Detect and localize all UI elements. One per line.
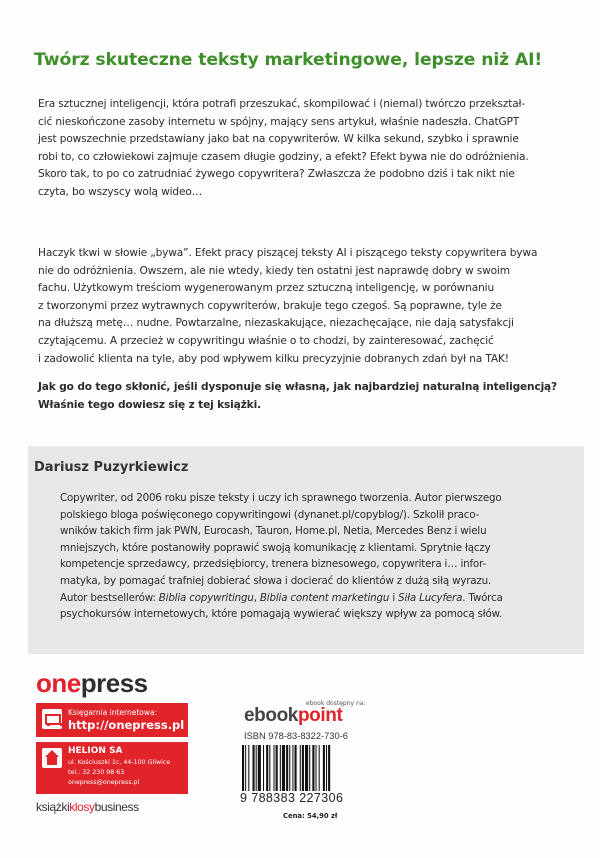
barcode-bar [280,745,281,791]
text-line [60,507,580,524]
bio-text: . Twórca [462,591,503,604]
barcode-bar [258,745,261,791]
book-title: Biblia content marketingu [259,591,390,604]
helion-address: ul. Kościuszki 1c, 44-100 Gliwice [68,759,171,766]
barcode-bar [305,745,308,791]
barcode-bar [319,745,320,791]
logo-part: one [36,668,81,698]
barcode-icon [240,745,356,791]
barcode-bar [289,745,290,791]
series-part: business [94,800,139,814]
barcode-bar [292,745,293,791]
text-line: Era sztucznej inteligencji, która potrafi przeszukać, skompilować i (niemal) twórczo przekształ- [38,98,526,110]
bio-text: polskiego bloga poświęconego copywritingowi (dynanet.pl/copyblog/). Szkolił praco- [60,508,480,521]
barcode-bar [253,745,255,791]
barcode-bar [269,745,270,791]
online-shop-box [36,703,188,737]
bio-text: i [389,591,399,604]
text-line: Skoro tak, to po co zatrudniać żywego copywritera? Zwłaszcza że podobno dziś i tak nikt nie [38,168,515,181]
barcode-bar [245,745,246,791]
ebookpoint-logo [244,705,342,727]
barcode-bar [295,745,297,791]
cart-icon [42,709,62,729]
barcode-bar [328,745,330,791]
bold-paragraph [38,379,578,414]
bio-text: , [253,591,260,604]
onepress-logo [36,668,148,699]
house-icon [42,748,62,768]
logo-part: press [80,668,148,698]
price-label: Cena: 54,90 zł [283,812,338,820]
text-line: nie do odróżnienia. Owszem, ale nie wtedy, kiedy ten ostatni jest naprawdę dobry w swoim [38,264,510,277]
headline: Twórz skuteczne teksty marketingowe, lepsze niż AI! [34,50,543,70]
text-line: i zadowolić klienta na tyle, aby pod wpływem kilku precyzyjnie dobranych zdań był na TAK! [38,352,509,365]
text-line: mniejszych, które postanowiły poprawić swoją komunikację z klientami. Sprytnie łączy [60,541,491,554]
author-bio [60,490,580,623]
shop-url[interactable]: http://onepress.pl [68,718,185,732]
book-title: Siła Lucyfera [398,591,463,604]
barcode-bar [248,745,249,791]
intro-paragraph [38,96,578,202]
helion-contact-box [36,742,188,794]
barcode-bar [300,745,301,791]
text-line: czytającemu. A przecież w copywritingu właśnie o to chodzi, by zainteresować, zachęcić [38,334,494,347]
barcode-bar [242,745,244,791]
ebook-note: ebook dostępny na: [306,700,366,707]
barcode-number: 9 788383 227306 [240,791,344,805]
series-logo [36,800,139,814]
text-line: wników takich firm jak PWN, Eurocash, Tauron, Home.pl, Netia, Mercedes Benz i wielu [60,525,487,538]
series-part: książki [36,800,70,814]
barcode-bar [263,745,264,791]
barcode-bar [312,745,314,791]
text-line: cić nieskończone zasoby internetu w spójny, mający sens artykuł, właśnie nadeszła. ChatGPT [38,115,520,128]
text-line: jest powszechnie przedstawiany jako bat na copywriterów. W kilka sekund, szybko i sprawnie [38,133,519,146]
text-line: psychokursów internetowych, które pomagają wywierać większy wpływ za pomocą słów. [60,608,503,621]
text-line: Haczyk tkwi w słowie „bywa”. Efekt pracy piszącej teksty AI i piszącego teksty copywritera bywa [38,247,538,259]
text-line: Właśnie tego dowiesz się z tej książki. [38,398,261,411]
author-name: Dariusz Puzyrkiewicz [34,460,189,475]
logo-part: point [297,705,343,726]
barcode-bar [266,745,268,791]
barcode-bar [286,745,288,791]
barcode-bar [274,745,275,791]
barcode-bar [309,745,310,791]
text-line: z tworzonymi przez wytrawnych copywriterów, brakuje tego czegoś. Są poprawne, tyle że [38,299,502,312]
barcode-bar [323,745,325,791]
book-title: Biblia copywritingu [158,591,254,604]
series-part: klosy [69,800,95,814]
bio-text: Autor bestsellerów: [60,591,159,604]
text-line: fachu. Użytkowym treściom wygenerowanym przez sztuczną inteligencję, w porównaniu [38,282,495,295]
barcode-bar [316,745,317,791]
text-line: na dłuższą metę… nudne. Powtarzalne, niezaskakujące, niezachęcające, nie dają satysfakcji [38,317,514,330]
text-line: kompetencje sprzedawcy, przedsiębiorcy, trenera biznesowego, copywritera i… infor- [60,558,486,571]
text-line: Copywriter, od 2006 roku pisze teksty i uczy ich sprawnego tworzenia. Autor pierwszego [60,492,502,504]
text-line: Jak go do tego skłonić, jeśli dysponuje się własną, jak najbardziej naturalną inteligencją? [38,381,558,393]
second-paragraph [38,245,578,368]
text-line: matyka, by pomagać trafniej dobierać słowa i docierać do klientów z dużą siłą wyrazu. [60,574,492,587]
helion-phone: tel.: 32 230 98 63 [68,769,125,776]
logo-part: ebook [244,705,298,726]
helion-email[interactable]: onepress@onepress.pl [68,779,140,786]
helion-name: HELION SA [68,746,123,756]
shop-label: Księgarnia internetowa: [68,708,158,717]
isbn-label: ISBN 978-83-8322-730-6 [244,731,348,741]
barcode-bar [326,745,327,791]
text-line [60,590,580,607]
barcode-bar [302,745,304,791]
barcode-bar [256,745,257,791]
text-line: robi to, co człowiekowi zajmuje czasem długie godziny, a efekt? Efekt bywa nie do odróżnienia. [38,150,529,163]
text-line: czyta, bo wszyscy wolą wideo… [38,185,203,198]
barcode-bar [276,745,278,791]
barcode-bar [282,745,285,791]
